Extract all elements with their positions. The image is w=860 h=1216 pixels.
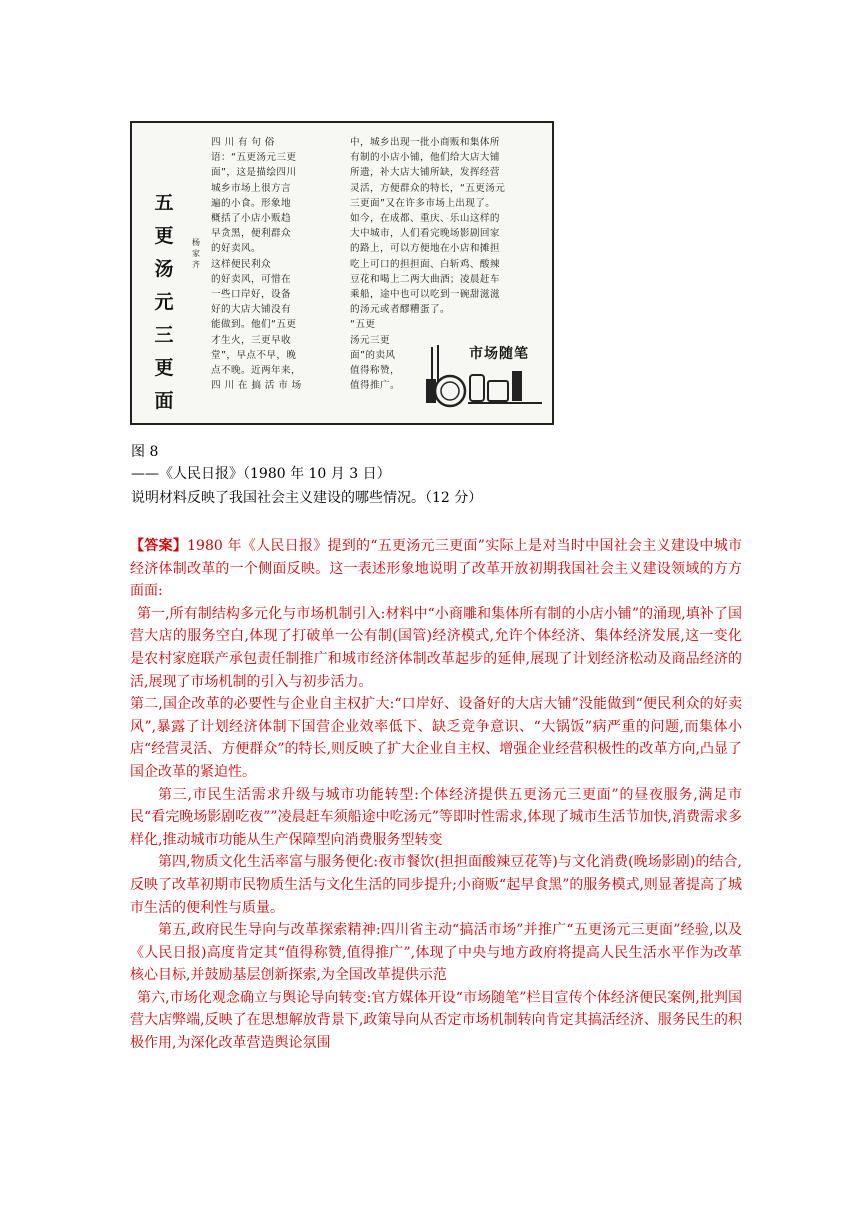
clipping-line: 乘船，途中也可以吃到一碗甜滋滋 — [350, 289, 500, 301]
clipping-line: 如今，在成都、重庆、乐山这样的 — [350, 213, 500, 225]
clipping-line: 值得称赞， — [350, 365, 400, 377]
newspaper-clipping — [130, 121, 554, 425]
clipping-line: 的路上，可以方便地在小店和摊担 — [350, 243, 500, 255]
clipping-line: 的汤元或者醪糟蛋了。 — [350, 304, 450, 316]
clipping-line: 面”，这是描绘四川 — [211, 167, 297, 179]
clipping-line: 好的大店大铺没有 — [211, 304, 291, 316]
clipping-line: 一些口岸好，设备 — [211, 289, 291, 301]
answer-point-1: 第一,所有制结构多元化与市场机制引入:材料中“小商雕和集体所有制的小店小铺”的涌现,填补了国营大店的服务空白,体现了打破单一公有制(国管)经济模式,允许个体经济、集体经济发展,这一变化是农村家庭联产承包责任制推广和城市经济体制改革起步的延伸,展现了计划经济松动及商品经济的活,展现了市场机制的引入与初步活力。 — [130, 605, 742, 690]
answer-point-6: 第六,市场化观念确立与舆论导向转变:官方媒体开设“市场随笔”栏目宣传个体经济便民案例,批判国营大店弊端,反映了在思想解放背景下,政策导向从否定市场机制转向肯定其搞活经济、服务民生的积极作用,为深化改革营造舆论氛围 — [130, 989, 742, 1052]
clipping-line: “五更 — [350, 319, 376, 331]
clipping-line: 点不晚。近两年来， — [211, 365, 301, 377]
clipping-line: 吃上可口的担担面、白斩鸡、酸辣 — [350, 258, 500, 270]
dishes-icon — [468, 367, 544, 407]
answer-point-3: 第三,市民生活需求升级与城市功能转型:个体经济提供五更汤元三更面”的昼夜服务,满足市民“看完晚场影剧吃夜””凌晨赶车须船途中吃汤元”等即时性需求,体现了城市生活节加快,消费需求多样化,推动城市功能从生产保障型向消费服务型转变 — [130, 786, 742, 848]
clipping-line: 所遗，补大店大铺所缺，发挥经营 — [350, 167, 500, 179]
answer-point-2: 第二,国企改革的必要性与企业自主权扩大:“口岸好、设备好的大店大铺”没能做到“便民利众的好卖风”,暴露了计划经济体制下国营企业效率低下、缺乏竞争意识、“大锅饭”病严重的问题,而集体小店“经营灵活、方便群众”的特长,则反映了扩大企业自主权、增强企业经营积极性的改革方向,凸显了国企改革的紧迫性。 — [130, 696, 742, 780]
clipping-line: 大中城市，人们看完晚场影剧回家 — [350, 228, 500, 240]
answer-point-4: 第四,物质文化生活率富与服务便化:夜市餐饮(担担面酸辣豆花等)与文化消费(晚场影剧)的结合,反映了改革初期市民物质生活与文化生活的同步提升;小商贩“起早食黑”的服务模式,则显著提高了城市生活的便利性与质量。 — [130, 854, 742, 916]
clipping-line: 四 川 有 句 俗 — [211, 137, 275, 148]
clipping-line: 城乡市场上很方言 — [211, 182, 291, 194]
answer-point-5: 第五,政府民生导向与改革探索精神:四川省主动“搞活市场”并推广“五更汤元三更面”经验,以及《人民日报)高度肯定其“值得称赞,值得推广”,体现了中央与地方政府将提高人民生活水平作为改革核心目标,并鼓励基层创新探索,为全国改革提供示范 — [130, 922, 742, 984]
clipping-line: 四 川 在 搞 活 市 场 — [211, 380, 302, 392]
clipping-headline: 五 更 汤 元 三 更 面 — [154, 192, 174, 412]
figure-source: ——《人民日报》（1980 年 10 月 3 日） — [131, 466, 391, 482]
clipping-line: 概括了小店小贩趋 — [211, 213, 291, 225]
clipping-line: 的好卖风，可惜在 — [211, 273, 291, 285]
clipping-line: 这样便民利众 — [211, 258, 271, 270]
figure-label: 图 8 — [131, 444, 159, 460]
clipping-line: 灵活，方便群众的特长，“五更汤元 — [350, 182, 506, 194]
clipping-line: 值得推广。 — [350, 380, 400, 392]
clipping-line: 早贪黑，便利群众 — [211, 228, 291, 240]
answer-intro — [130, 535, 742, 603]
clipping-line: 三更面”又在许多市场上出现了。 — [350, 197, 496, 209]
clipping-line: 的好卖风。 — [211, 243, 261, 255]
clipping-line: 面”的卖风 — [350, 349, 396, 361]
clipping-line: 有制的小店小铺，他们给大店大铺 — [350, 152, 500, 164]
answer-tag: 【答案】 — [130, 538, 188, 554]
clipping-line: 才生火，三更早收 — [211, 334, 291, 346]
clipping-byline: 杨 家 齐 — [192, 238, 200, 269]
clipping-line: 遍的小食。形象地 — [211, 197, 291, 209]
table-setting-icon — [424, 341, 472, 411]
clipping-line: 能做到。他们“五更 — [211, 319, 297, 331]
clipping-column-a — [211, 135, 302, 393]
clipping-line: 豆花和喝上二两大曲酒；凌晨赶车 — [350, 273, 500, 285]
answer-section — [130, 535, 742, 1055]
clipping-line: 堂”，早点不早，晚 — [211, 349, 297, 361]
question-text: 说明材料反映了我国社会主义建设的哪些情况。（12 分） — [131, 490, 483, 506]
market-column-logo — [424, 341, 546, 413]
market-column-logo-text: 市场随笔 — [469, 346, 529, 362]
clipping-line: 汤元三更 — [350, 334, 390, 346]
clipping-line: 语：“五更汤元三更 — [211, 152, 297, 164]
clipping-line: 中，城乡出现一批小商贩和集体所 — [350, 137, 500, 148]
answer-intro-text: 1980 年《人民日报》提到的“五更汤元三更面”实际上是对当时中国社会主义建设中城市经济体制改革的一个侧面反映。这一表述形象地说明了改革开放初期我国社会主义建设领域的方方面面: — [130, 538, 742, 600]
